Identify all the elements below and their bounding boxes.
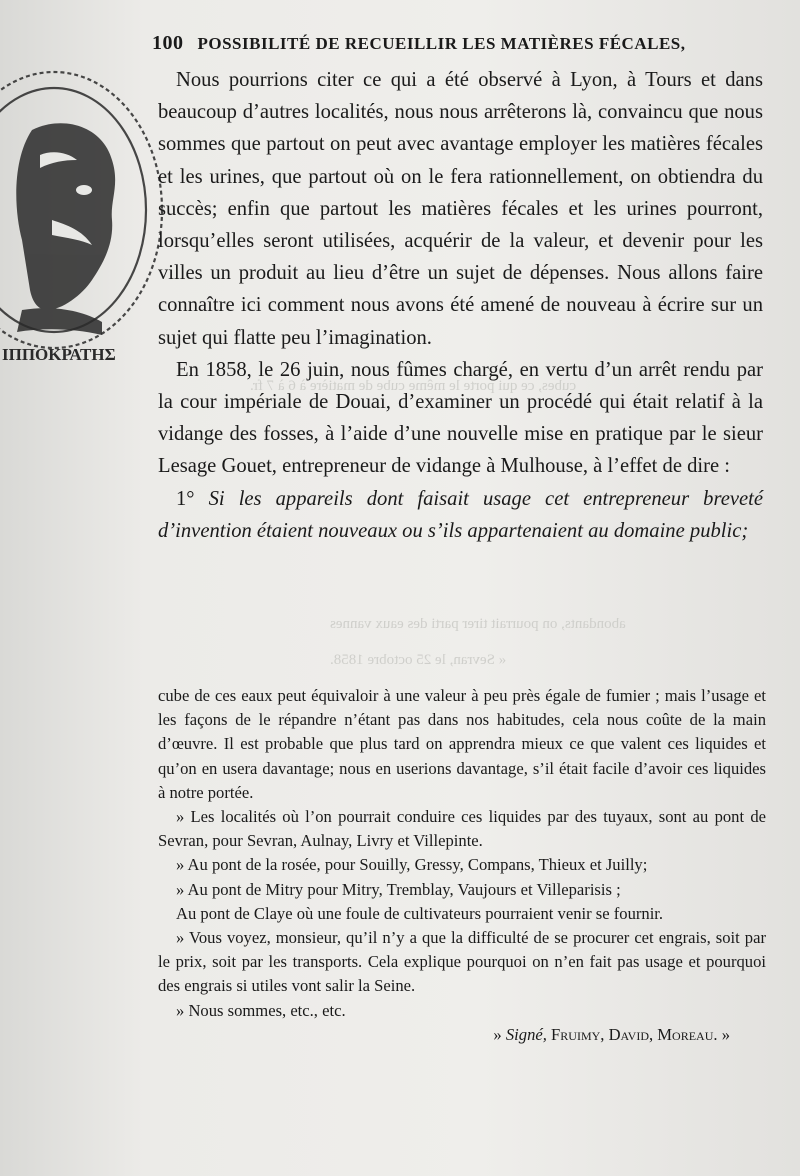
page-number: 100 [152,32,184,54]
stamp-label: ΙΠΠΟΚΡΑΤΗΣ [2,345,116,364]
body-paragraph: Nous pourrions citer ce qui a été observé à Lyon, à Tours et dans beaucoup d’autres localités, nous nous arrêterons là, convaincu que nous sommes que partout on peut avec avantage employer les matières fécales et les urines, que partout où on le fera rationnellement, on obtiendra du succès; enfin que partout les matières fécales et les urines pourront, lorsqu’elles seront utilisées, acquérir de la valeur, et devenir pour les villes un produit au lieu d’être un sujet de dépenses. Nous allons faire connaître ici comment nous avons été amené de nouveau à écrire sur un sujet qui flatte peu l’imagination. [158,69,763,349]
signature-signe: Signé, [505,1024,547,1044]
footnote-paragraph: » Au pont de Mitry pour Mitry, Tremblay, Vaujours et Villeparisis ; [176,879,621,899]
running-title: POSSIBILITÉ DE RECUEILLIR LES MATIÈRES FÉCALES, [197,34,686,53]
main-text [158,64,763,547]
footnote-paragraph: » Nous sommes, etc., etc. [176,1000,346,1020]
signature-names: Fruimy, David, Moreau. [551,1024,718,1044]
signature-open-quote: » [493,1024,502,1044]
footnote-block [158,684,766,1047]
library-stamp-icon [0,60,172,370]
signature-close-quote: » [721,1024,730,1044]
footnote-paragraph: cube de ces eaux peut équivaloir à une valeur à peu près égale de fumier ; mais l’usage et les façons de le répandre n’étant pas dans nos habitudes, cela nous coûte de la main d’œuvre. Il est probable que plus tard on apprendra mieux ce que valent ces liquides et qu’on en usera davantage; nous en userions davantage, s’il était facile d’avoir ces liquides à notre portée. [158,686,766,802]
bleed-through-text: cubes, ce qui porte le même cube de matière à 6 à 7 fr. [250,378,577,394]
enumerated-item [158,483,763,547]
footnote-paragraph: Au pont de Claye où une foule de cultivateurs pourraient venir se fournir. [176,903,664,923]
body-paragraph: En 1858, le 26 juin, nous fûmes chargé, en vertu d’un arrêt rendu par la cour impériale de Douai, d’examiner un procédé qui était relatif à la vidange des fosses, à l’aide d’une nouvelle mise en pratique par le sieur Lesage Gouet, entrepreneur de vidange à Mulhouse, à l’effet de dire : [158,358,763,478]
footnote-paragraph: » Les localités où l’on pourrait conduire ces liquides par des tuyaux, sont au pont de Sevran, pour Sevran, Aulnay, Livry et Villepinte. [158,807,766,851]
bleed-through-text: « Sevran, le 25 octobre 1858. [330,652,507,668]
item-text: Si les appareils dont faisait usage cet entrepreneur breveté d’invention étaient nouveaux ou s’ils appartenaient au domaine public; [158,487,763,542]
item-number: 1° [176,487,195,510]
footnote-paragraph: » Au pont de la rosée, pour Souilly, Gressy, Compans, Thieux et Juilly; [176,855,648,875]
footnote-paragraph: » Vous voyez, monsieur, qu’il n’y a que la difficulté de se procurer cet engrais, soit par le prix, soit par les transports. Cela explique pourquoi on n’en fait pas usage et pourquoi des engrais si utiles vont salir la Seine. [158,928,766,996]
signature-line [158,1023,766,1047]
running-header [152,32,710,55]
bleed-through-text: abondants, on pourrait tirer parti des eaux vannes [330,616,626,632]
